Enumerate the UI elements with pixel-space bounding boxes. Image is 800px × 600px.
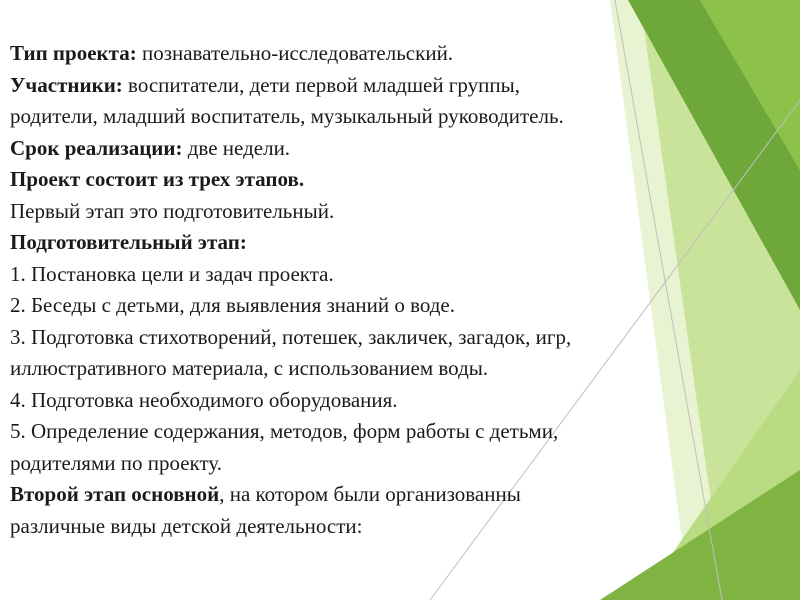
line-item-4 — [10, 385, 770, 417]
line-second-stage-bold: Второй этап основной — [10, 482, 220, 506]
line-item-2 — [10, 290, 770, 322]
line-stages — [10, 164, 770, 196]
line-prep-heading-bold: Подготовительный этап: — [10, 230, 247, 254]
line-item-5-text: 5. Определение содержания, методов, форм работы с детьми, — [10, 419, 559, 443]
line-participants-cont — [10, 101, 770, 133]
line-stages-bold: Проект состоит из трех этапов. — [10, 167, 305, 191]
line-participants-bold: Участники: — [10, 72, 123, 97]
line-item-3 — [10, 322, 770, 354]
line-second-stage — [10, 479, 770, 511]
line-item-5-cont — [10, 448, 770, 480]
line-duration — [10, 133, 770, 165]
line-prep-heading — [10, 227, 770, 259]
line-item-5 — [10, 416, 770, 448]
line-second-stage-cont — [10, 511, 770, 543]
line-item-5-cont-text: родителями по проекту. — [10, 450, 223, 475]
line-project-type-bold: Тип проекта: — [10, 41, 137, 65]
line-item-1 — [10, 259, 770, 291]
line-item-3-text: 3. Подготовка стихотворений, потешек, закличек, загадок, игр, — [10, 324, 572, 349]
line-item-2-text: 2. Беседы с детьми, для выявления знаний о воде. — [10, 293, 455, 317]
line-item-3-cont — [10, 353, 770, 385]
line-first-stage — [10, 196, 770, 228]
line-item-4-text: 4. Подготовка необходимого оборудования. — [10, 387, 398, 412]
slide-text — [10, 38, 770, 542]
line-project-type — [10, 38, 770, 70]
line-first-stage-text: Первый этап это подготовительный. — [10, 198, 335, 223]
line-duration-bold: Срок реализации: — [10, 135, 183, 160]
line-item-1-text: 1. Постановка цели и задач проекта. — [10, 261, 334, 286]
line-duration-text: две недели. — [182, 135, 291, 160]
line-participants-text: воспитатели, дети первой младшей группы, — [122, 72, 520, 97]
line-project-type-text: познавательно-исследовательский. — [136, 41, 454, 65]
line-participants-cont-text: родители, младший воспитатель, музыкальный руководитель. — [10, 104, 564, 128]
line-participants — [10, 70, 770, 102]
line-second-stage-text: , на котором были организованны — [219, 482, 521, 506]
line-second-stage-cont-text: различные виды детской деятельности: — [10, 513, 363, 538]
line-item-3-cont-text: иллюстративного материала, с использованием воды. — [10, 356, 489, 380]
